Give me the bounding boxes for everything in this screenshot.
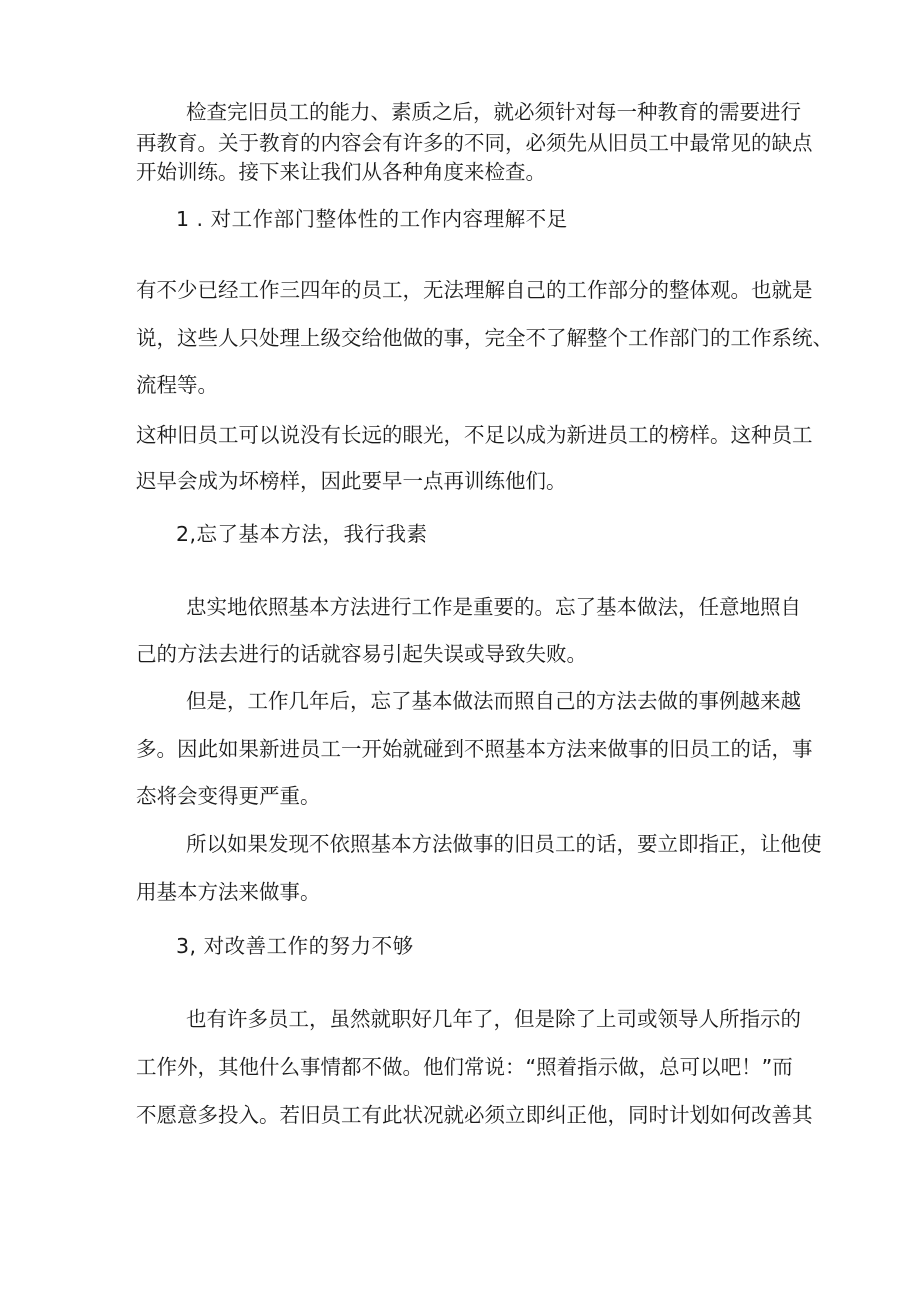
section-heading-2: 2,忘了基本方法，我行我素 (176, 522, 428, 546)
paragraph-line: 再教育。关于教育的内容会有许多的不同，必须先从旧员工中最常见的缺点 (136, 131, 813, 155)
paragraph-line: 这种旧员工可以说没有长远的眼光，不足以成为新进员工的榜样。这种员工 (136, 423, 813, 447)
paragraph-line: 己的方法去进行的话就容易引起失误或导致失败。 (136, 642, 587, 666)
paragraph-line: 也有许多员工，虽然就职好几年了，但是除了上司或领导人所指示的 (186, 1007, 801, 1031)
paragraph-line: 说，这些人只处理上级交给他做的事，完全不了解整个工作部门的工作系统、 (136, 326, 833, 350)
paragraph-line: 开始训练。接下来让我们从各种角度来检查。 (136, 160, 546, 184)
section-heading-3: 3, 对改善工作的努力不够 (176, 934, 414, 958)
paragraph-line: 用基本方法来做事。 (136, 880, 321, 904)
paragraph-line: 迟早会成为坏榜样，因此要早一点再训练他们。 (136, 469, 567, 493)
paragraph-line: 所以如果发现不依照基本方法做事的旧员工的话，要立即指正，让他使 (186, 832, 822, 856)
paragraph-line: 有不少已经工作三四年的员工，无法理解自己的工作部分的整体观。也就是 (136, 278, 813, 302)
paragraph-line: 但是，工作几年后，忘了基本做法而照自己的方法去做的事例越来越 (186, 689, 801, 713)
paragraph-line: 工作外，其他什么事情都不做。他们常说：“照着指示做，总可以吧！”而 (136, 1055, 793, 1079)
paragraph-line: 忠实地依照基本方法进行工作是重要的。忘了基本做法，任意地照自 (186, 595, 801, 619)
paragraph-line: 检查完旧员工的能力、素质之后，就必须针对每一种教育的需要进行 (186, 100, 801, 124)
section-heading-1: 1 . 对工作部门整体性的工作内容理解不足 (176, 207, 568, 231)
paragraph-line: 多。因此如果新进员工一开始就碰到不照基本方法来做事的旧员工的话，事 (136, 737, 813, 761)
paragraph-line: 流程等。 (136, 373, 218, 397)
paragraph-line: 态将会变得更严重。 (136, 784, 321, 808)
paragraph-line: 不愿意多投入。若旧员工有此状况就必须立即纠正他，同时计划如何改善其 (136, 1103, 813, 1127)
